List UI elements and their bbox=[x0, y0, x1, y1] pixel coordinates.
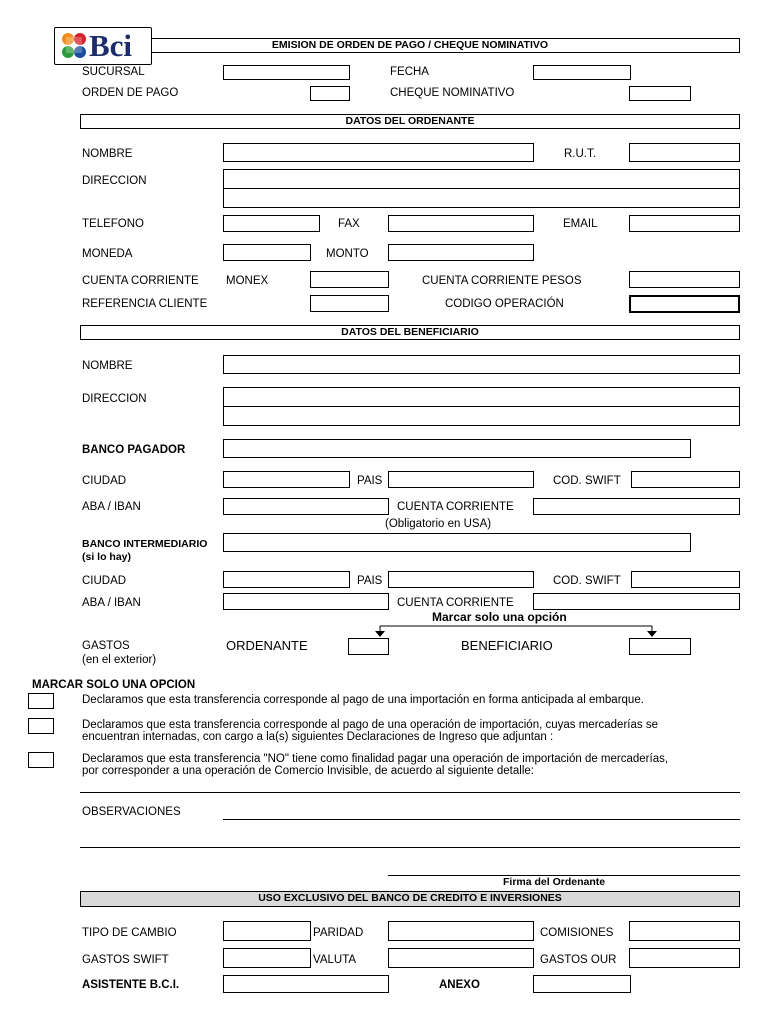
beneficiario-nombre-field[interactable] bbox=[223, 355, 740, 374]
form-title-bar bbox=[80, 38, 740, 53]
gastos-ordenante-label: ORDENANTE bbox=[226, 638, 308, 653]
pais-field[interactable] bbox=[388, 471, 534, 488]
sucursal-label: SUCURSAL bbox=[82, 66, 145, 78]
valuta-label: VALUTA bbox=[313, 954, 357, 966]
referencia-cliente-field[interactable] bbox=[310, 295, 389, 312]
cheque-nominativo-checkbox[interactable] bbox=[629, 86, 691, 101]
declaracion-2-text-line-1: Declaramos que esta transferencia corresponde al pago de una operación de importación, cuyas mercaderías se bbox=[82, 719, 658, 731]
aba-iban-field[interactable] bbox=[223, 498, 389, 515]
codigo-operacion-field[interactable] bbox=[629, 295, 740, 313]
ordenante-telefono-label: TELEFONO bbox=[82, 218, 144, 230]
banco-pagador-label: BANCO PAGADOR bbox=[82, 444, 186, 456]
ordenante-moneda-label: MONEDA bbox=[82, 248, 133, 260]
asistente-bci-field[interactable] bbox=[223, 975, 389, 993]
declaracion-3-text-line-2: por corresponder a una operación de Comercio Invisible, de acuerdo al siguiente detalle: bbox=[82, 765, 534, 777]
sucursal-field[interactable] bbox=[223, 65, 350, 80]
cheque-nominativo-label: CHEQUE NOMINATIVO bbox=[390, 87, 515, 99]
banco-section-bar bbox=[80, 891, 740, 907]
codigo-operacion-label: CODIGO OPERACIÓN bbox=[445, 298, 564, 310]
observaciones-top-rule bbox=[80, 792, 740, 793]
intermediario-cod-swift-label: COD. SWIFT bbox=[553, 575, 621, 587]
paridad-field[interactable] bbox=[388, 921, 534, 941]
intermediario-ciudad-label: CIUDAD bbox=[82, 575, 127, 587]
cod-swift-label: COD. SWIFT bbox=[553, 475, 621, 487]
declaraciones-title: MARCAR SOLO UNA OPCION bbox=[32, 679, 196, 691]
cuenta-corriente-pesos-label: CUENTA CORRIENTE PESOS bbox=[422, 275, 582, 287]
beneficiario-direccion-field-1[interactable] bbox=[223, 387, 740, 407]
declaracion-1-text: Declaramos que esta transferencia corresponde al pago de una importación en forma anticipada al embarque. bbox=[82, 694, 644, 706]
bci-logo bbox=[54, 27, 152, 65]
beneficiario-direccion-label: DIRECCION bbox=[82, 393, 147, 405]
gastos-swift-field[interactable] bbox=[223, 948, 311, 968]
bci-logo-text: Bci bbox=[89, 28, 133, 63]
firma-ordenante-label: Firma del Ordenante bbox=[503, 876, 606, 888]
beneficiario-cuenta-corriente-field[interactable] bbox=[533, 498, 740, 515]
ordenante-direccion-label: DIRECCION bbox=[82, 175, 147, 187]
ordenante-fax-field[interactable] bbox=[388, 215, 534, 232]
aba-iban-label: ABA / IBAN bbox=[82, 501, 141, 513]
banco-intermediario-field[interactable] bbox=[223, 533, 691, 552]
intermediario-cuenta-corriente-label: CUENTA CORRIENTE bbox=[397, 597, 514, 609]
cod-swift-field[interactable] bbox=[631, 471, 740, 488]
ordenante-nombre-label: NOMBRE bbox=[82, 148, 133, 160]
ciudad-field[interactable] bbox=[223, 471, 350, 488]
beneficiario-nombre-label: NOMBRE bbox=[82, 360, 133, 372]
ordenante-monto-label: MONTO bbox=[326, 248, 369, 260]
ordenante-monto-field[interactable] bbox=[388, 244, 534, 261]
comisiones-field[interactable] bbox=[629, 921, 740, 941]
monex-field[interactable] bbox=[310, 271, 389, 288]
observaciones-input-line[interactable] bbox=[223, 819, 740, 820]
observaciones-label: OBSERVACIONES bbox=[82, 806, 181, 818]
gastos-ordenante-checkbox[interactable] bbox=[348, 638, 389, 655]
declaracion-2-text-line-2: encuentran internadas, con cargo a la(s) siguientes Declaraciones de Ingreso que adjuntan : bbox=[82, 731, 554, 743]
intermediario-pais-label: PAIS bbox=[357, 575, 383, 587]
orden-pago-checkbox[interactable] bbox=[310, 86, 350, 101]
declaracion-1-checkbox[interactable] bbox=[28, 693, 54, 709]
intermediario-pais-field[interactable] bbox=[388, 571, 534, 588]
beneficiario-section-bar bbox=[80, 325, 740, 340]
ordenante-rut-field[interactable] bbox=[629, 143, 740, 162]
declaracion-3-checkbox[interactable] bbox=[28, 752, 54, 768]
ordenante-telefono-field[interactable] bbox=[223, 215, 320, 232]
beneficiario-direccion-field-2[interactable] bbox=[223, 406, 740, 426]
gastos-our-field[interactable] bbox=[629, 948, 740, 968]
cuenta-corriente-pesos-field[interactable] bbox=[629, 271, 740, 288]
valuta-field[interactable] bbox=[388, 948, 534, 968]
monex-label: MONEX bbox=[226, 275, 269, 287]
ordenante-direccion-field-1[interactable] bbox=[223, 169, 740, 189]
intermediario-aba-iban-field[interactable] bbox=[223, 593, 389, 610]
anexo-field[interactable] bbox=[533, 975, 631, 993]
bci-logo-mark-icon bbox=[58, 29, 92, 63]
ordenante-email-field[interactable] bbox=[629, 215, 740, 232]
beneficiario-section-title: DATOS DEL BENEFICIARIO bbox=[341, 326, 479, 338]
paridad-label: PARIDAD bbox=[313, 927, 364, 939]
si-lo-hay-label: (si lo hay) bbox=[82, 551, 132, 563]
intermediario-aba-iban-label: ABA / IBAN bbox=[82, 597, 141, 609]
ordenante-section-title: DATOS DEL ORDENANTE bbox=[345, 115, 475, 127]
en-el-exterior-label: (en el exterior) bbox=[82, 654, 157, 666]
pais-label: PAIS bbox=[357, 475, 383, 487]
marcar-solo-una-opcion-hint: Marcar solo una opción bbox=[432, 610, 567, 624]
banco-intermediario-label: BANCO INTERMEDIARIO bbox=[82, 538, 208, 550]
intermediario-cod-swift-field[interactable] bbox=[631, 571, 740, 588]
banco-pagador-field[interactable] bbox=[223, 439, 691, 458]
fecha-field[interactable] bbox=[533, 65, 631, 80]
tipo-cambio-label: TIPO DE CAMBIO bbox=[82, 927, 177, 939]
gastos-our-label: GASTOS OUR bbox=[540, 954, 617, 966]
ordenante-section-bar bbox=[80, 114, 740, 129]
intermediario-ciudad-field[interactable] bbox=[223, 571, 350, 588]
form-title: EMISION DE ORDEN DE PAGO / CHEQUE NOMINATIVO bbox=[271, 39, 549, 51]
obligatorio-usa-note: (Obligatorio en USA) bbox=[385, 518, 492, 530]
orden-pago-label: ORDEN DE PAGO bbox=[82, 87, 179, 99]
ordenante-email-label: EMAIL bbox=[563, 218, 598, 230]
anexo-label: ANEXO bbox=[439, 979, 480, 991]
gastos-beneficiario-label: BENEFICIARIO bbox=[461, 638, 553, 653]
observaciones-bottom-rule bbox=[80, 847, 740, 848]
referencia-cliente-label: REFERENCIA CLIENTE bbox=[82, 298, 208, 310]
cuenta-corriente-label: CUENTA CORRIENTE bbox=[82, 275, 199, 287]
banco-section-title: USO EXCLUSIVO DEL BANCO DE CREDITO E INVERSIONES bbox=[258, 892, 562, 904]
declaracion-3-text-line-1: Declaramos que esta transferencia "NO" tiene como finalidad pagar una operación de importación de mercaderías, bbox=[82, 753, 669, 765]
fecha-label: FECHA bbox=[390, 66, 429, 78]
declaracion-2-checkbox[interactable] bbox=[28, 718, 54, 734]
gastos-label: GASTOS bbox=[82, 640, 130, 652]
asistente-bci-label: ASISTENTE B.C.I. bbox=[82, 979, 180, 991]
ordenante-moneda-field[interactable] bbox=[223, 244, 311, 261]
ordenante-direccion-field-2[interactable] bbox=[223, 188, 740, 208]
ordenante-nombre-field[interactable] bbox=[223, 143, 534, 162]
tipo-cambio-field[interactable] bbox=[223, 921, 311, 941]
ordenante-rut-label: R.U.T. bbox=[564, 148, 596, 160]
ciudad-label: CIUDAD bbox=[82, 475, 127, 487]
beneficiario-cuenta-corriente-label: CUENTA CORRIENTE bbox=[397, 501, 514, 513]
comisiones-label: COMISIONES bbox=[540, 927, 614, 939]
gastos-swift-label: GASTOS SWIFT bbox=[82, 954, 169, 966]
gastos-beneficiario-checkbox[interactable] bbox=[629, 638, 691, 655]
intermediario-cuenta-corriente-field[interactable] bbox=[533, 593, 740, 610]
ordenante-fax-label: FAX bbox=[338, 218, 360, 230]
